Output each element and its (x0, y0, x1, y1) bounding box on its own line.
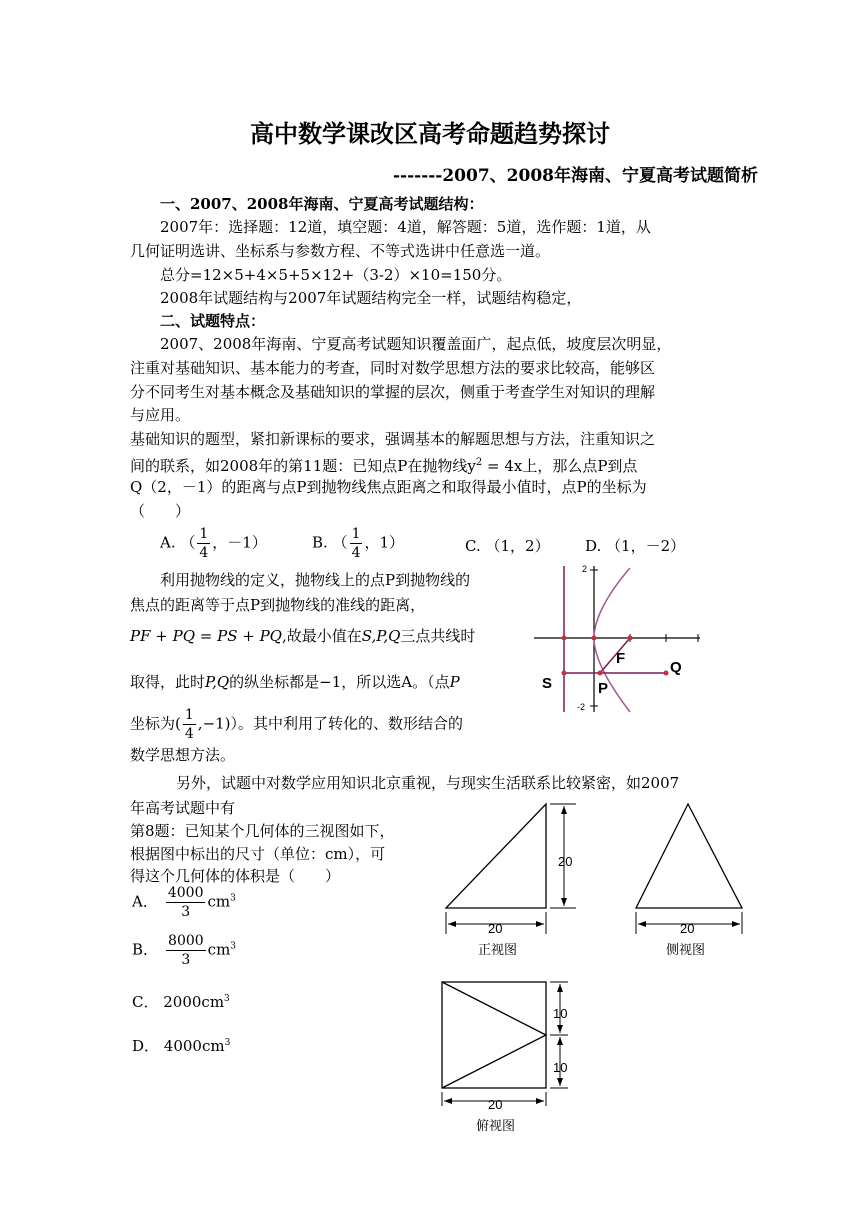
paragraph-line: 取得，此时P,Q的纵坐标都是−1，所以选A。（点P (130, 673, 460, 691)
question-line: 根据图中标出的尺寸（单位：cm），可 (130, 845, 386, 863)
caption-top: 俯视图 (476, 1118, 516, 1133)
paragraph-line: 2008年试题结构与2007年试题结构完全一样，试题结构稳定， (160, 289, 582, 307)
segment-pf (600, 638, 630, 673)
paragraph-line: 2007年：选择题：12道，填空题：4道，解答题：5道，选作题：1道，从 (160, 218, 651, 236)
question-line: 得这个几何体的体积是（ ） (130, 867, 341, 885)
top-view-triangle (442, 982, 546, 1088)
paragraph-line: 间的联系，如2008年的第11题：已知点P在抛物线$y^2 = 4x$上，那么点P到点 (130, 457, 638, 475)
paragraph-line: 另外，试题中对数学应用知识北京重视，与现实生活联系比较紧密，如2007 (176, 774, 680, 792)
point-q (664, 671, 669, 676)
paragraph-line: 年高考试题中有 (130, 799, 236, 817)
label-s: S (542, 675, 553, 692)
caption-side: 侧视图 (666, 942, 706, 957)
dim-width: 20 (680, 921, 695, 936)
point-f (628, 636, 633, 641)
page-title: 高中数学课改区高考命题趋势探讨 (250, 120, 610, 148)
question-line: 第8题：已知某个几何体的三视图如下， (130, 822, 395, 840)
paragraph-line: 与应用。 (130, 406, 191, 424)
paragraph-line: （ ） (130, 502, 191, 520)
page-subtitle: -------2007、2008年海南、宁夏高考试题简析 (392, 166, 758, 186)
top-view-diagram (436, 978, 586, 1134)
point-p (598, 671, 603, 676)
dim-top-1: 10 (553, 1006, 568, 1021)
dim-width: 20 (488, 921, 503, 936)
option-a: A. （ $\frac{1}{4}$ ，－1） (160, 526, 267, 561)
q8-option-b: B． $\frac{8000}{3}$ $cm^3$ (132, 933, 237, 968)
paragraph-line: 总分=12×5+4×5+5×12+（3-2）×10=150分。 (160, 266, 512, 284)
side-view-triangle (636, 804, 742, 908)
point-dot (562, 636, 567, 641)
q8-option-d: D． $4000cm^3$ (132, 1037, 231, 1055)
front-view-diagram (438, 800, 588, 958)
point-dot (592, 636, 597, 641)
option-c: C. （1，2） (465, 537, 550, 555)
parabola-graph (530, 562, 710, 714)
section-heading-1: 一、2007、2008年海南、宁夏高考试题结构： (160, 195, 484, 213)
section-heading-2: 二、试题特点： (160, 312, 266, 330)
option-d: D. （1，－2） (585, 537, 686, 555)
label-p: P (598, 680, 609, 697)
tick-label-top: 2 (582, 564, 588, 574)
dim-width: 20 (488, 1097, 503, 1112)
q8-option-a: A． $\frac{4000}{3}$ $cm^3$ (132, 885, 236, 920)
paragraph-line: 几何证明选讲、坐标系与参数方程、不等式选讲中任意选一道。 (130, 242, 551, 260)
paragraph-line: 基础知识的题型，紧扣新课标的要求，强调基本的解题思想与方法，注重知识之 (130, 430, 656, 448)
dim-top-2: 10 (553, 1060, 568, 1075)
paragraph-line: 坐标为( $\frac{1}{4}$ ,−1)）。其中利用了转化的、数形结合的 (130, 707, 464, 742)
front-view-triangle (446, 804, 546, 908)
side-view-diagram (630, 800, 748, 958)
top-view-square (442, 982, 546, 1088)
paragraph-line: 利用抛物线的定义，抛物线上的点P到抛物线的 (160, 571, 471, 589)
caption-front: 正视图 (478, 942, 518, 957)
tick-label-bottom: -2 (577, 702, 586, 712)
paragraph-line: PF + PQ = PS + PQ,故最小值在S,P,Q三点共线时 (130, 627, 476, 645)
option-b: B. （ $\frac{1}{4}$ ，1） (312, 526, 405, 561)
point-s (562, 671, 567, 676)
label-f: F (616, 650, 626, 667)
paragraph-line: Q（2，－1）的距离与点P到抛物线焦点距离之和取得最小值时，点P的坐标为 (130, 478, 647, 496)
paragraph-line: 分不同考生对基本概念及基础知识的掌握的层次，侧重于考查学生对知识的理解 (130, 383, 656, 401)
dim-height: 20 (558, 854, 573, 869)
paragraph-line: 数学思想方法。 (130, 746, 236, 764)
q8-option-c: C． $2000cm^3$ (132, 993, 230, 1011)
label-q: Q (670, 659, 682, 676)
paragraph-line: 注重对基础知识、基本能力的考查，同时对数学思想方法的要求比较高，能够区 (130, 359, 656, 377)
paragraph-line: 2007、2008年海南、宁夏高考试题知识覆盖面广，起点低，坡度层次明显， (160, 335, 672, 353)
paragraph-line: 焦点的距离等于点P到抛物线的准线的距离， (130, 596, 426, 614)
